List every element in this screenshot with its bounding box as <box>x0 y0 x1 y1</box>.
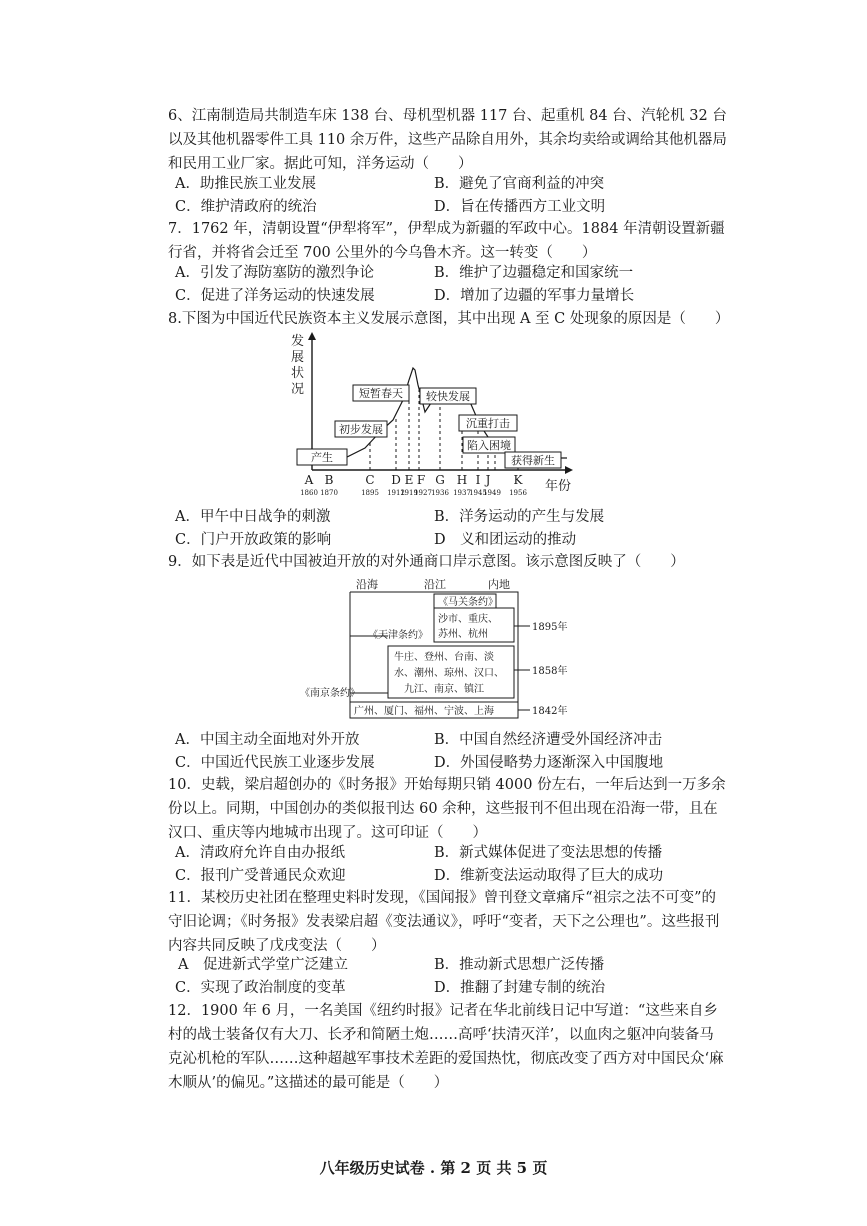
x-year: 1860 <box>300 489 318 497</box>
q6-option-a: A．助推民族工业发展 <box>175 176 316 192</box>
q9-option-d: D．外国侵略势力逐渐深入中国腹地 <box>434 755 664 771</box>
header-inland: 内地 <box>488 578 510 591</box>
y-axis-label: 发 <box>291 334 305 349</box>
ports-1858-line3: 九江、南京、镇江 <box>404 684 484 695</box>
q7-option-d: D．增加了边疆的军事力量增长 <box>434 288 635 304</box>
header-river: 沿江 <box>424 578 446 591</box>
year-1858: 1858年 <box>532 666 568 677</box>
year-1842: 1842年 <box>532 706 568 717</box>
q7-option-a: A．引发了海防塞防的激烈争论 <box>175 265 374 281</box>
page-footer: 八年级历史试卷 . 第 2 页 共 5 页 <box>319 1159 548 1177</box>
capitalism-development-diagram <box>285 330 585 500</box>
q8-option-b: B．洋务运动的产生与发展 <box>434 509 605 525</box>
q6-option-d: D．旨在传播西方工业文明 <box>434 199 606 215</box>
x-year: 1936 <box>431 489 449 497</box>
question-10-stem: 10．史载，梁启超创办的《时务报》开始每期只销 4000 份左右，一年后达到一万多余份以上。同期，中国创办的类似报刊达 60 余种，这些报刊不但出现在沿海一带，且在汉口、重庆等内地城市出现了。这可印证（ ） <box>168 777 726 841</box>
q9-option-c: C．中国近代民族工业逐步发展 <box>175 755 375 771</box>
x-letter: D <box>391 473 401 487</box>
treaty-1858: 《天津条约》 <box>368 630 428 641</box>
q7-option-c: C．促进了洋务运动的快速发展 <box>175 288 375 304</box>
question-8-stem: 8.下图为中国近代民族资本主义发展示意图，其中出现 A 至 C 处现象的原因是（ ） <box>168 311 730 327</box>
x-year: 1937 <box>453 489 471 497</box>
ports-1858-line2: 水、潮州、琼州、汉口、 <box>394 668 504 679</box>
treaty-1895: 《马关条约》 <box>438 597 498 608</box>
q6-option-b: B．避免了官商利益的冲突 <box>434 176 605 192</box>
x-year: 1870 <box>320 489 338 497</box>
q6-option-c: C．维护清政府的统治 <box>175 199 317 215</box>
ports-1895-line1: 沙市、重庆、 <box>438 614 498 625</box>
x-letter: C <box>365 473 375 487</box>
x-axis-label: 年份 <box>545 479 572 494</box>
q11-option-c: C．实现了政治制度的变革 <box>175 980 346 996</box>
stage-label: 获得新生 <box>511 454 555 467</box>
x-letter: I <box>475 473 481 487</box>
x-year: 1956 <box>509 489 527 497</box>
y-axis-arrow <box>308 332 316 340</box>
treaty-ports-diagram <box>298 576 588 726</box>
x-year: 1945 <box>469 489 487 497</box>
stage-label: 产生 <box>311 451 333 464</box>
x-letter: F <box>416 473 426 487</box>
x-year: 1949 <box>483 489 501 497</box>
x-year: 1927 <box>414 489 432 497</box>
x-letter: E <box>404 473 414 487</box>
header-coastal: 沿海 <box>356 578 378 591</box>
svg-text:状: 状 <box>291 366 305 381</box>
x-letter: K <box>513 473 523 487</box>
stage-label: 较快发展 <box>426 390 470 403</box>
x-letter: G <box>435 473 445 487</box>
q11-option-d: D．推翻了封建专制的统治 <box>434 980 606 996</box>
q8-option-a: A．甲午中日战争的刺激 <box>175 509 331 525</box>
q10-option-a: A．清政府允许自由办报纸 <box>175 845 345 861</box>
question-6-stem: 6、江南制造局共制造车床 138 台、母机型机器 117 台、起重机 84 台、汽轮机 32 台以及其他机器零件工具 110 余万件，这些产品除自用外，其余均卖给或调给其他机器局和民用工业厂家。据此可知，洋务运动（ ） <box>168 108 727 172</box>
ports-1842: 广州、厦门、福州、宁波、上海 <box>354 706 494 717</box>
x-year: 1912 <box>387 489 405 497</box>
q10-option-c: C．报刊广受普通民众欢迎 <box>175 868 346 884</box>
svg-text:展: 展 <box>291 350 305 365</box>
stage-label: 沉重打击 <box>466 417 510 430</box>
q11-option-b: B．推动新式思想广泛传播 <box>434 957 605 973</box>
q11-option-a: A 促进新式学堂广泛建立 <box>178 957 348 973</box>
ports-1895-line2: 苏州、杭州 <box>438 629 488 640</box>
stage-label: 短暂春天 <box>359 387 403 400</box>
x-letter: B <box>324 473 334 487</box>
x-letter: H <box>456 473 468 487</box>
q8-option-c: C．门户开放政策的影响 <box>175 532 332 548</box>
stage-label: 初步发展 <box>339 423 383 436</box>
treaty-1842: 《南京条约》 <box>300 688 360 699</box>
x-year: 1895 <box>361 489 379 497</box>
q10-option-b: B．新式媒体促进了变法思想的传播 <box>434 845 663 861</box>
x-axis-arrow <box>565 466 573 474</box>
question-7-stem: 7．1762 年，清朝设置“伊犁将军”，伊犁成为新疆的军政中心。1884 年清朝设置新疆行省，并将省会迁至 700 公里外的今乌鲁木齐。这一转变（ ） <box>168 221 725 261</box>
question-9-stem: 9．如下表是近代中国被迫开放的对外通商口岸示意图。该示意图反映了（ ） <box>168 554 685 570</box>
svg-text:况: 况 <box>291 382 305 397</box>
year-1895: 1895年 <box>532 622 568 633</box>
stage-label: 陷入困境 <box>467 439 511 452</box>
x-year: 1919 <box>400 489 418 497</box>
question-11-stem: 11．某校历史社团在整理史料时发现，《国闻报》曾刊登文章痛斥“祖宗之法不可变”的守旧论调；《时务报》发表梁启超《变法通议》，呼吁“变者，天下之公理也”。这些报刊内容共同反映了戊戌变法（ ） <box>168 890 720 954</box>
x-letter: A <box>304 473 314 487</box>
q9-option-b: B．中国自然经济遭受外国经济冲击 <box>434 732 663 748</box>
x-letter: J <box>485 473 491 487</box>
q7-option-b: B．维护了边疆稳定和国家统一 <box>434 265 634 281</box>
question-12-stem: 12．1900 年 6 月，一名美国《纽约时报》记者在华北前线日记中写道：“这些来自乡村的战士装备仅有大刀、长矛和简陋土炮……高呼‘扶清灭洋’，以血肉之躯冲向装备马克沁机枪的军队……这种超越军事技术差距的爱国热忱，彻底改变了西方对中国民众‘麻木顺从’的偏见。”这描述的最可能是（ ） <box>168 1003 724 1091</box>
q10-option-d: D．维新变法运动取得了巨大的成功 <box>434 868 664 884</box>
q9-option-a: A．中国主动全面地对外开放 <box>175 732 360 748</box>
ports-1858-line1: 牛庄、登州、台南、淡 <box>394 652 494 663</box>
q8-option-d: D 义和团运动的推动 <box>434 532 577 548</box>
